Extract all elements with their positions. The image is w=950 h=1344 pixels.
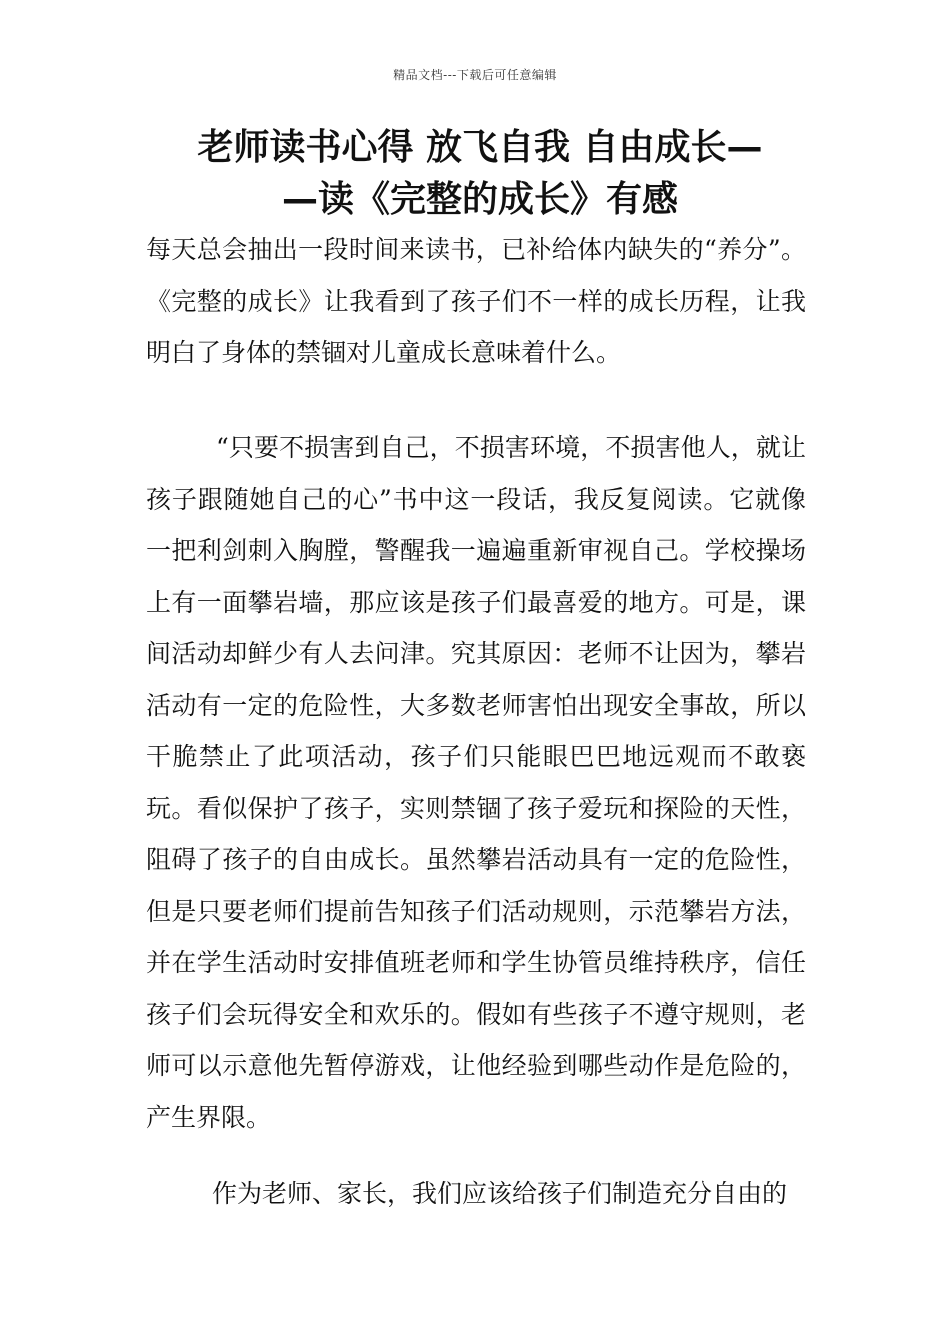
title-line-2: —读《完整的成长》有感: [281, 179, 678, 220]
document-title: [150, 122, 810, 226]
paragraph-3: 作为老师、家长，我们应该给孩子们制造充分自由的: [212, 1179, 788, 1208]
title-line-1: 老师读书心得 放飞自我 自由成长—: [197, 127, 763, 168]
paragraph-2: “只要不损害到自己，不损害环境，不损害他人，就让孩子跟随她自己的心”书中这一段话，我反复阅读。它就像一把利剑刺入胸膛，警醒我一遍遍重新审视自己。学校操场上有一面攀岩墙，那应该是孩子们最喜爱的地方。可是，课间活动却鲜少有人去问津。究其原因：老师不让因为，攀岩活动有一定的危险性，大多数老师害怕出现安全事故，所以干脆禁止了此项活动，孩子们只能眼巴巴地远观而不敢亵玩。看似保护了孩子，实则禁锢了孩子爱玩和探险的天性，阻碍了孩子的自由成长。虽然攀岩活动具有一定的危险性，但是只要老师们提前告知孩子们活动规则，示范攀岩方法，并在学生活动时安排值班老师和学生协管员维持秩序，信任孩子们会玩得安全和欢乐的。假如有些孩子不遵守规则，老师可以示意他先暂停游戏，让他经验到哪些动作是危险的，产生界限。: [146, 433, 806, 1132]
paragraph-1: 每天总会抽出一段时间来读书，已补给体内缺失的“养分”。《完整的成长》让我看到了孩子们不一样的成长历程，让我明白了身体的禁锢对儿童成长意味着什么。: [146, 235, 806, 367]
header-note: 精品文档---下载后可任意编辑: [393, 68, 557, 82]
